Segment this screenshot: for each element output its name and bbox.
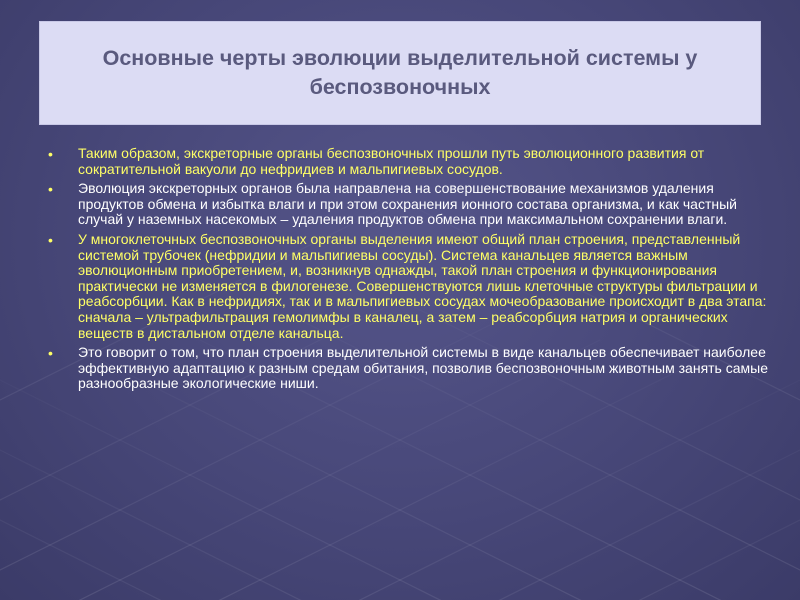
bullet-list: [48, 146, 768, 396]
bullet-text: Эволюция экскреторных органов была направлена на совершенствование механизмов удаления продуктов обмена и избытка влаги и при этом сохранения ионного состава организма, и как частный случай у наземных насекомых – удаления продуктов обмена при максимальном сохранении влаги.: [78, 180, 737, 228]
bullet-text: Таким образом, экскреторные органы беспозвоночных прошли путь эволюционного развития от сократительной вакуоли до нефридиев и мальпигиевых сосудов.: [78, 145, 705, 177]
bullet-item-2: [48, 181, 768, 228]
bullet-dot-icon: •: [48, 231, 53, 248]
bullet-item-1: [48, 146, 768, 177]
bullet-dot-icon: •: [48, 146, 53, 162]
bullet-dot-icon: •: [48, 345, 53, 362]
title-box: [40, 22, 760, 124]
bullet-item-3: [48, 232, 768, 341]
bullet-text: У многоклеточных беспозвоночных органы выделения имеют общий план строения, представленный системой трубочек (нефридии и мальпигиевы сосуды). Система канальцев является важным эволюционным приобретением, и, возникнув однажды, такой план строения и функционирования практически не изменяется в филогенезе. Совершенствуются лишь клеточные структуры фильтрации и реабсорбции. Как в нефридиях, так и в мальпигиевых сосудах мочеобразование происходит в два этапа: сначала – ультрафильтрация гемолимфы в каналец, а затем – реабсорбция натрия и органических веществ в дистальном отделе канальца.: [78, 230, 767, 341]
bullet-text: Это говорит о том, что план строения выделительной системы в виде канальцев обеспечивает наиболее эффективную адаптацию к разным средам обитания, позволив беспозвоночным животным занять самые разнообразные экологические ниши.: [78, 344, 768, 392]
bullet-item-4: [48, 345, 768, 392]
slide-title: Основные черты эволюции выделительной системы у беспозвоночных: [102, 46, 698, 99]
bullet-dot-icon: •: [48, 181, 53, 198]
